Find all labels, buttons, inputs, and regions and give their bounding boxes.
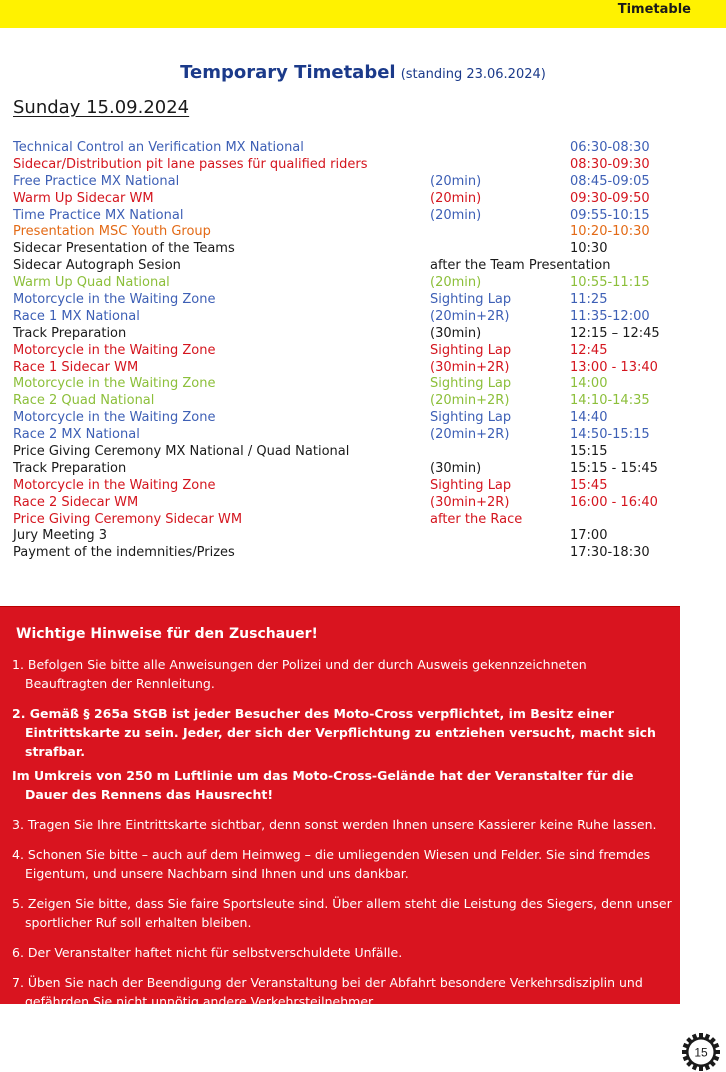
timetable-event: Payment of the indemnities/Prizes: [13, 545, 235, 561]
timetable-time: 12:15 – 12:45: [570, 325, 660, 341]
timetable-event: Motorcycle in the Waiting Zone: [13, 292, 216, 308]
timetable-row: [13, 376, 713, 393]
timetable-duration: (20min+2R): [430, 393, 510, 409]
notice-item: [12, 655, 672, 693]
timetable-time: 10:55-11:15: [570, 275, 650, 291]
timetable-event: Price Giving Ceremony MX National / Quad National: [13, 444, 350, 460]
timetable-duration: (20min): [430, 275, 482, 291]
page-subtitle: (standing 23.06.2024): [400, 67, 546, 82]
timetable-event: Technical Control an Verification MX National: [13, 140, 304, 155]
timetable: [13, 140, 713, 562]
timetable-row: [13, 512, 713, 529]
timetable-event: Time Practice MX National: [13, 207, 184, 223]
timetable-event: Motorcycle in the Waiting Zone: [13, 342, 216, 358]
timetable-duration: (20min+2R): [430, 427, 510, 443]
notice-item-text: 7. Üben Sie nach der Beendigung der Veranstaltung bei der Abfahrt besondere Verkehrsdisziplin und gefährden Sie nicht unnötig andere Verkehrsteilnehmer.: [12, 975, 643, 1009]
timetable-row: [13, 258, 713, 275]
timetable-event: Sidecar Presentation of the Teams: [13, 241, 235, 257]
page-number: 15: [694, 1045, 708, 1060]
timetable-duration: Sighting Lap: [430, 342, 512, 358]
timetable-row: [13, 427, 713, 444]
timetable-time: 08:45-09:05: [570, 173, 650, 189]
timetable-time: 14:40: [570, 410, 608, 426]
timetable-time: 17:30-18:30: [570, 545, 650, 561]
timetable-row: [13, 174, 713, 191]
notice-item-text: 3. Tragen Sie Ihre Eintrittskarte sichtbar, denn sonst werden Ihnen unsere Kassierer keine Ruhe lassen.: [12, 817, 657, 832]
timetable-time: 14:00: [570, 376, 608, 392]
header-bar: [0, 0, 726, 28]
timetable-event: Race 2 Quad National: [13, 393, 155, 409]
timetable-row: [13, 545, 713, 562]
timetable-time: 08:30-09:30: [570, 156, 650, 172]
timetable-row: [13, 495, 713, 512]
timetable-event: Sidecar/Distribution pit lane passes für qualified riders: [13, 156, 368, 172]
timetable-event: Track Preparation: [13, 460, 127, 476]
timetable-row: [13, 444, 713, 461]
timetable-event: Warm Up Sidecar WM: [13, 190, 154, 206]
timetable-duration: Sighting Lap: [430, 376, 512, 392]
timetable-row: [13, 343, 713, 360]
timetable-duration: Sighting Lap: [430, 410, 512, 426]
timetable-event: Motorcycle in the Waiting Zone: [13, 477, 216, 493]
timetable-row: [13, 140, 713, 157]
timetable-row: [13, 224, 713, 241]
timetable-time: 15:15 - 15:45: [570, 460, 658, 476]
spectator-notice-box: [0, 606, 680, 1009]
timetable-duration: Sighting Lap: [430, 477, 512, 493]
timetable-event: Price Giving Ceremony Sidecar WM: [13, 511, 243, 527]
notice-item-text: 1. Befolgen Sie bitte alle Anweisungen der Polizei und der durch Ausweis gekennzeichneten Beauftragten der Rennleitung.: [12, 657, 587, 691]
timetable-duration: after the Team Presentation: [430, 258, 611, 274]
timetable-time: 11:35-12:00: [570, 308, 650, 324]
timetable-time: 09:55-10:15: [570, 207, 650, 223]
timetable-time: 10:20-10:30: [570, 224, 650, 240]
notice-item: [12, 815, 672, 834]
notice-item-text: 5. Zeigen Sie bitte, dass Sie faire Sportsleute sind. Über allem steht die Leistung des Siegers, denn unser sportlicher Ruf soll erhalten bleiben.: [12, 896, 672, 930]
timetable-event: Race 1 Sidecar WM: [13, 359, 139, 375]
timetable-duration: (30min): [430, 325, 482, 341]
timetable-row: [13, 360, 713, 377]
timetable-time: 06:30-08:30: [570, 140, 650, 155]
timetable-duration: (30min+2R): [430, 359, 510, 375]
timetable-time: 14:50-15:15: [570, 427, 650, 443]
notice-item-text: 6. Der Veranstalter haftet nicht für selbstverschuldete Unfälle.: [12, 945, 403, 960]
timetable-event: Track Preparation: [13, 325, 127, 341]
day-heading: Sunday 15.09.2024: [13, 97, 190, 118]
timetable-row: [13, 326, 713, 343]
timetable-row: [13, 478, 713, 495]
timetable-time: 15:15: [570, 444, 608, 460]
timetable-duration: (20min): [430, 207, 482, 223]
timetable-row: [13, 208, 713, 225]
timetable-event: Motorcycle in the Waiting Zone: [13, 410, 216, 426]
timetable-duration: (30min+2R): [430, 494, 510, 510]
page-number-gear-icon: [681, 1032, 721, 1072]
timetable-time: 17:00: [570, 528, 608, 544]
timetable-event: Jury Meeting 3: [13, 528, 108, 544]
timetable-time: 14:10-14:35: [570, 393, 650, 409]
timetable-row: [13, 393, 713, 410]
timetable-row: [13, 157, 713, 174]
timetable-row: [13, 461, 713, 478]
timetable-duration: (20min): [430, 173, 482, 189]
timetable-row: [13, 528, 713, 545]
timetable-event: Presentation MSC Youth Group: [13, 224, 211, 240]
timetable-event: Sidecar Autograph Sesion: [13, 258, 181, 274]
timetable-row: [13, 191, 713, 208]
notice-item: [12, 973, 672, 1011]
timetable-row: [13, 241, 713, 258]
timetable-time: 10:30: [570, 241, 608, 257]
timetable-time: 09:30-09:50: [570, 190, 650, 206]
timetable-event: Free Practice MX National: [13, 173, 180, 189]
notice-item: [12, 845, 672, 883]
page-heading: [0, 62, 726, 83]
notice-item-text: 2. Gemäß § 265a StGB ist jeder Besucher des Moto-Cross verpflichtet, im Besitz einer Eintrittskarte zu sein. Jeder, der sich der Verpflichtung zu entziehen versucht, macht sich strafbar.: [12, 706, 656, 759]
timetable-event: Race 1 MX National: [13, 308, 140, 324]
notice-item: [12, 704, 672, 804]
timetable-event: Race 2 MX National: [13, 427, 140, 443]
timetable-time: 13:00 - 13:40: [570, 359, 658, 375]
timetable-event: Motorcycle in the Waiting Zone: [13, 376, 216, 392]
notice-title: Wichtige Hinweise für den Zuschauer!: [16, 626, 318, 642]
page-title: Temporary Timetabel: [180, 62, 396, 83]
timetable-event: Race 2 Sidecar WM: [13, 494, 139, 510]
timetable-time: 16:00 - 16:40: [570, 494, 658, 510]
timetable-duration: (30min): [430, 460, 482, 476]
timetable-duration: after the Race: [430, 511, 523, 527]
timetable-row: [13, 292, 713, 309]
timetable-time: 11:25: [570, 292, 608, 308]
notice-item-extra: Im Umkreis von 250 m Luftlinie um das Moto-Cross-Gelände hat der Veranstalter für die Dauer des Rennens das Hausrecht!: [12, 768, 634, 802]
timetable-duration: (20min): [430, 190, 482, 206]
timetable-row: [13, 275, 713, 292]
timetable-time: 15:45: [570, 477, 608, 493]
timetable-row: [13, 410, 713, 427]
notice-list: [12, 655, 672, 1022]
timetable-duration: (20min+2R): [430, 308, 510, 324]
notice-item: [12, 894, 672, 932]
section-title: Timetable: [617, 2, 691, 17]
timetable-time: 12:45: [570, 342, 608, 358]
timetable-event: Warm Up Quad National: [13, 275, 170, 291]
timetable-duration: Sighting Lap: [430, 292, 512, 308]
notice-item-text: 4. Schonen Sie bitte – auch auf dem Heimweg – die umliegenden Wiesen und Felder. Sie sind fremdes Eigentum, und unsere Nachbarn sind Ihnen und uns dankbar.: [12, 847, 651, 881]
notice-item: [12, 943, 672, 962]
timetable-row: [13, 309, 713, 326]
